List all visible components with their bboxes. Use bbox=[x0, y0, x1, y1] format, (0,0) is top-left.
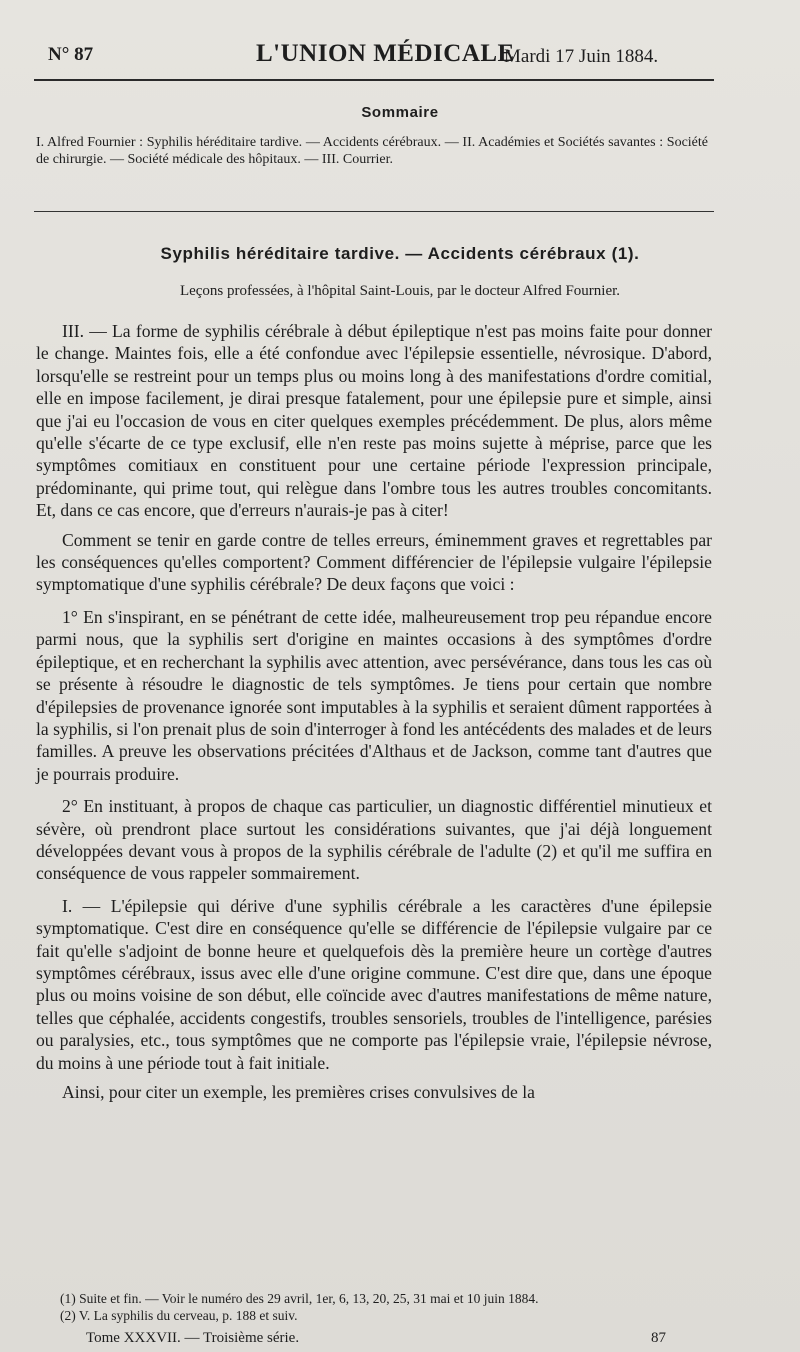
issue-date: Mardi 17 Juin 1884. bbox=[504, 46, 659, 67]
sommaire-rule bbox=[34, 211, 714, 212]
paragraph: III. — La forme de syphilis cérébrale à début épileptique n'est pas moins faite pour donner le change. Maintes fois, elle a été confondue avec l'épilepsie essentielle, névrosique. D'abord, lorsqu'elle se restreint pour un temps plus ou moins long à des manifestations d'ordre comitial, elle en impose facilement, je dirai presque fatalement, pour une épilepsie pure et simple, ainsi que j'ai eu l'occasion de vous en citer quelques exemples précédemment. De plus, alors même qu'elle s'écarte de ce type exclusif, elle n'en reste pas moins sujette à méprise, parce que les symptômes comitiaux en constituent pour une certaine période l'expression principale, prédominante, qui prime tout, qui relègue dans l'ombre tous les autres troubles concomitants. Et, dans ce cas encore, que d'erreurs n'aurais-je pas à citer! bbox=[36, 321, 712, 521]
footnote: (1) Suite et fin. — Voir le numéro des 29 avril, 1er, 6, 13, 20, 25, 31 mai et 10 juin 1884. bbox=[60, 1291, 539, 1306]
paragraph: I. — L'épilepsie qui dérive d'une syphilis cérébrale a les caractères d'une épilepsie symptomatique. C'est dire en conséquence qu'elle se différencie de l'épilepsie vulgaire par ce fait qu'elle s'adjoint de bonne heure et quelquefois dès la première heure un cortège d'autres symptômes cérébraux, issus avec elle d'une origine commune. C'est dire que, dans une époque plus ou moins voisine de son début, elle coïncide avec d'autres manifestations de même nature, telles que céphalée, accidents congestifs, troubles sensoriels, troubles de l'intelligence, parésies ou paralysies, etc., tous symptômes que ne comporte pas l'épilepsie vraie, l'épilepsie névrose, du moins à une période tout à fait initiale. bbox=[36, 895, 712, 1073]
page-number: 87 bbox=[651, 1330, 666, 1346]
volume-info: Tome XXXVII. — Troisième série. bbox=[86, 1330, 300, 1346]
article-title bbox=[0, 244, 800, 264]
paragraph: Ainsi, pour citer un exemple, les premières crises convulsives de la bbox=[62, 1082, 535, 1102]
journal-title: L'UNION MÉDICALE bbox=[256, 40, 515, 67]
header-rule bbox=[34, 79, 714, 81]
footnotes bbox=[60, 1290, 720, 1324]
sommaire-text: I. Alfred Fournier : Syphilis héréditaire tardive. — Accidents cérébraux. — II. Académies et Sociétés savantes : Société de chirurgie. — Société médicale des hôpitaux. — III. Courrier. bbox=[36, 135, 708, 167]
sommaire-title: Sommaire bbox=[361, 104, 439, 121]
page-footer bbox=[86, 1330, 666, 1347]
page-header bbox=[48, 38, 708, 78]
footnote: (2) V. La syphilis du cerveau, p. 188 et suiv. bbox=[60, 1308, 298, 1323]
article-subtitle: Leçons professées, à l'hôpital Saint-Louis, par le docteur Alfred Fournier. bbox=[179, 283, 621, 299]
paragraph: Comment se tenir en garde contre de telles erreurs, éminemment graves et regrettables par les conséquences qu'elles comportent? Comment différencier de l'épilepsie vulgaire l'épilepsie symptomatique d'une syphilis cérébrale? De deux façons que voici : bbox=[36, 529, 712, 595]
article-body bbox=[36, 320, 712, 1113]
paragraph: 2° En instituant, à propos de chaque cas particulier, un diagnostic différentiel minutieux et sévère, où prendront place surtout les considérations suivantes, que j'ai déjà longuement développées devant vous à propos de la syphilis cérébrale de l'adulte (2) et qu'il me suffira en conséquence de vous rappeler sommairement. bbox=[36, 796, 712, 884]
issue-number: N° 87 bbox=[48, 44, 94, 65]
article-title-note: (1). bbox=[611, 244, 640, 263]
paragraph: 1° En s'inspirant, en se pénétrant de cette idée, malheureusement trop peu répandue encore parmi nous, que la syphilis sert d'origine en maintes occasions à des symptômes d'ordre épileptique, et en recherchant la syphilis avec attention, avec persévérance, dans tous les cas où se présente à résoudre le diagnostic de tels symptômes. Je tiens pour certain que nombre d'épilepsies de provenance ignorée sont imputables à la syphilis et seraient dûment rapportées à la syphilis, si l'on prenait plus de soin d'interroger à fond les antécédents des malades et de leurs familles. A preuve les observations précitées d'Althaus et de Jackson, comme tant d'autres que je pourrais produire. bbox=[36, 606, 712, 784]
article-title-text: Syphilis héréditaire tardive. — Accidents cérébraux bbox=[160, 244, 607, 263]
